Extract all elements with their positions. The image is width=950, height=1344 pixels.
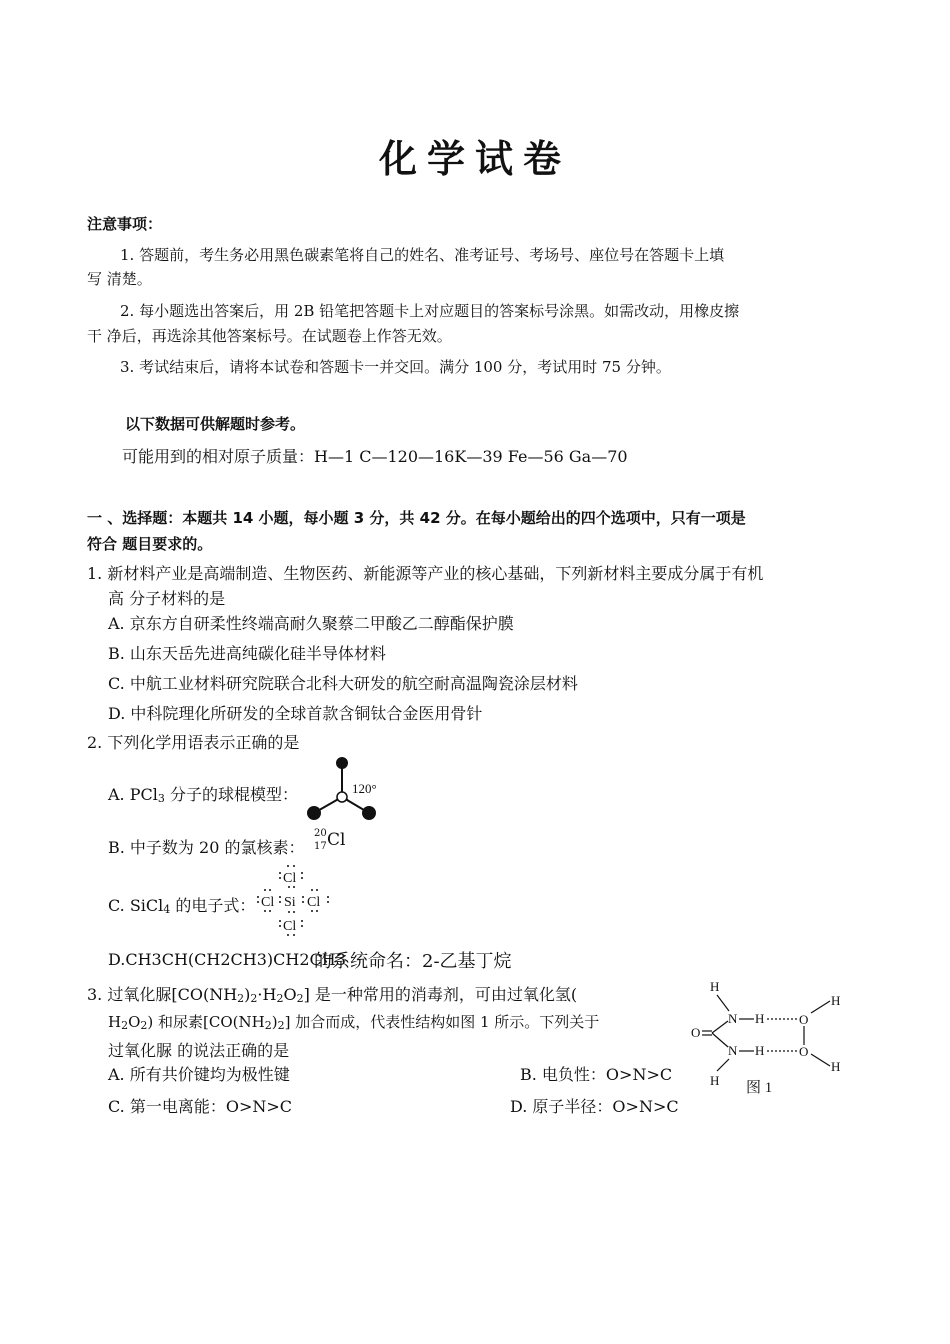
fig-o-carbonyl: O [691, 1025, 701, 1040]
fig-o-peroxide-1: O [799, 1012, 809, 1027]
q2-option-a: A. PCl$_3$ 分子的球棍模型： [108, 785, 298, 805]
q3-stem-cont-2: 过氧化脲 的说法正确的是 [108, 1041, 290, 1060]
fig-n-lower: N [728, 1043, 738, 1058]
chlorine-nuclide [314, 828, 354, 856]
notice-item-1-cont: 写 清楚。 [87, 270, 152, 288]
pcl3-ball-stick-model [300, 755, 390, 825]
q3-stem-cont: $H_2O_2$) 和尿素$[CO(NH_2)_2]$ 加合而成，代表性结构如图 1 所示。下列关于 [108, 1013, 600, 1032]
atomic-number: 17 [314, 841, 327, 852]
figure-label: 图 1 [746, 1080, 773, 1096]
q1-option-a: A. 京东方自研柔性终端高耐久聚蔡二甲酸乙二醇酯保护膜 [108, 614, 514, 633]
q2-option-b: B. 中子数为 20 的氯核素： [108, 838, 305, 857]
q3-option-b: B. 电负性：O>N>C [520, 1065, 673, 1084]
fig-h-peroxide-2: H [831, 1059, 841, 1074]
q1-option-b: B. 山东天岳先进高纯碳化硅半导体材料 [108, 644, 386, 663]
reference-heading: 以下数据可供解题时参考。 [125, 415, 306, 433]
fig-h-peroxide-1: H [831, 993, 841, 1008]
q1-option-c: C. 中航工业材料研究院联合北科大研发的航空耐高温陶瓷涂层材料 [108, 674, 578, 693]
bond-angle-label: 120° [352, 781, 377, 796]
mass-number: 20 [314, 828, 327, 839]
fig-h-upper: H [755, 1011, 765, 1026]
section-heading: 一 、选择题：本题共 14 小题，每小题 3 分，共 42 分。在每小题给出的四个选项中，只有一项是 [87, 509, 746, 527]
fig-o-peroxide-2: O [799, 1044, 809, 1059]
notice-item-3: 3. 考试结束后，请将本试卷和答题卡一并交回。满分 100 分，考试用时 75 分钟。 [120, 358, 671, 376]
q1-stem-cont: 高 分子材料的是 [108, 589, 226, 608]
fig-n-upper: N [728, 1011, 738, 1026]
cl-left: Cl [261, 895, 275, 910]
cl-right: Cl [307, 895, 321, 910]
q1-option-d: D. 中科院理化所研发的全球首款含铜钛合金医用骨针 [108, 704, 483, 723]
q3-stem: 3. 过氧化脲$[CO(NH_2)_2\cdot H_2O_2]$ 是一种常用的消毒剂，可由过氧化氢( [87, 985, 578, 1005]
cl-bottom: Cl [283, 919, 297, 934]
q3-option-d: D. 原子半径：O>N>C [510, 1097, 679, 1116]
fig-h-bottom: H [710, 1073, 720, 1088]
page-title: 化学试卷 [378, 137, 571, 181]
cl-top: Cl [283, 871, 297, 886]
notice-item-2: 2. 每小题选出答案后，用 2B 铅笔把答题卡上对应题目的答案标号涂黑。如需改动，用橡皮擦 [120, 302, 740, 320]
atomic-masses: 可能用到的相对原子质量：H—1 C—120—16K—39 Fe—56 Ga—70 [122, 447, 628, 466]
q3-option-a: A. 所有共价键均为极性键 [108, 1065, 290, 1084]
sicl4-electron-formula [252, 862, 334, 938]
fig-h-top: H [710, 979, 720, 994]
element-symbol: Cl [327, 830, 346, 850]
q2-option-c: C. SiCl$_4$ 的电子式： [108, 896, 256, 916]
q1-stem: 1. 新材料产业是高端制造、生物医药、新能源等产业的核心基础，下列新材料主要成分属于有机 [87, 564, 764, 583]
si-center: Si [284, 895, 296, 910]
notice-item-1: 1. 答题前，考生务必用黑色碳素笔将自己的姓名、准考证号、考场号、座位号在答题卡上填 [120, 246, 725, 264]
q2-stem: 2. 下列化学用语表示正确的是 [87, 733, 300, 752]
notice-item-2-cont: 干 净后，再选涂其他答案标号。在试题卷上作答无效。 [87, 327, 452, 345]
q2-option-d-formula: D.CH3CH(CH2CH3)CH2CH3 [108, 950, 346, 969]
q3-option-c: C. 第一电离能：O>N>C [108, 1097, 293, 1116]
q2-option-d-text: 的系统命名：2-乙基丁烷 [314, 951, 512, 972]
notice-heading: 注意事项： [87, 215, 163, 233]
section-heading-cont: 符合 题目要求的。 [87, 535, 213, 553]
figure-1-peroxide-urea-structure [688, 975, 848, 1100]
fig-h-lower: H [755, 1043, 765, 1058]
